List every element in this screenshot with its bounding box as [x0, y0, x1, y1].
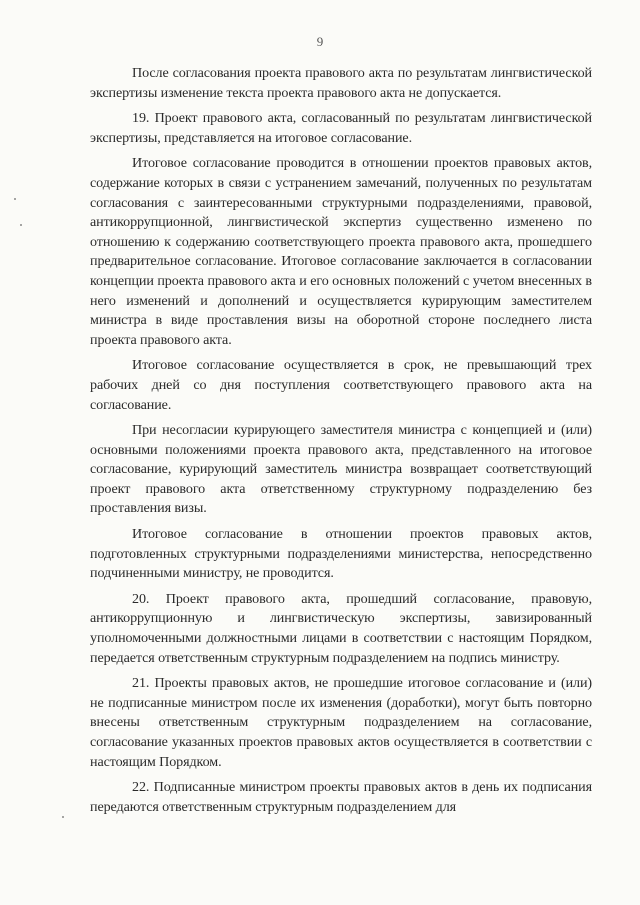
document-body [90, 64, 592, 823]
page-number: 9 [316, 34, 324, 49]
paragraph-20: 20. Проект правового акта, прошедший согласование, правовую, антикоррупционную и лингвистическую экспертизы, завизированный уполномоченными должностными лицами в соответствии с настоящим Порядком, передается ответственным структурным подразделением на подпись министру. [90, 590, 592, 666]
scan-speck [62, 816, 64, 818]
paragraph-approval-term: Итоговое согласование осуществляется в срок, не превышающий трех рабочих дней со дня поступления соответствующего правового акта на согласование. [90, 357, 592, 413]
paragraph-19: 19. Проект правового акта, согласованный по результатам лингвистической экспертизы, представляется на итоговое согласование. [90, 110, 592, 146]
scan-speck [14, 198, 16, 200]
paragraph-after-approval: После согласования проекта правового акта по результатам лингвистической экспертизы изменение текста проекта правового акта не допускается. [90, 65, 592, 101]
paragraph-disagreement: При несогласии курирующего заместителя министра с концепцией и (или) основными положениями проекта правового акта, представленного на итоговое согласование, курирующий заместитель министра возвращает соответствующий проект правового акта ответственному структурному подразделению без проставления визы. [90, 422, 592, 517]
scan-speck [20, 224, 22, 226]
paragraph-not-conducted: Итоговое согласование в отношении проектов правовых актов, подготовленных структурными подразделениями министерства, непосредственно подчиненными министру, не проводится. [90, 526, 592, 582]
paragraph-22: 22. Подписанные министром проекты правовых актов в день их подписания передаются ответственным структурным подразделением для [90, 779, 592, 815]
paragraph-final-approval: Итоговое согласование проводится в отношении проектов правовых актов, содержание которых в связи с устранением замечаний, полученных по результатам согласования с заинтересованными структурными подразделениями, правовой, антикоррупционной, лингвистической экспертиз существенно изменено по отношению к содержанию соответствующего проекта правового акта, прошедшего предварительное согласование. Итоговое согласование заключается в согласовании концепции проекта правового акта и его основных положений с учетом внесенных в него изменений и дополнений и осуществляется курирующим заместителем министра в виде проставления визы на оборотной стороне последнего листа проекта правового акта. [90, 155, 592, 348]
paragraph-21: 21. Проекты правовых актов, не прошедшие итоговое согласование и (или) не подписанные министром после их изменения (доработки), могут быть повторно внесены ответственным структурным подразделением на согласование, согласование указанных проектов правовых актов осуществляется в соответствии с настоящим Порядком. [90, 675, 592, 770]
